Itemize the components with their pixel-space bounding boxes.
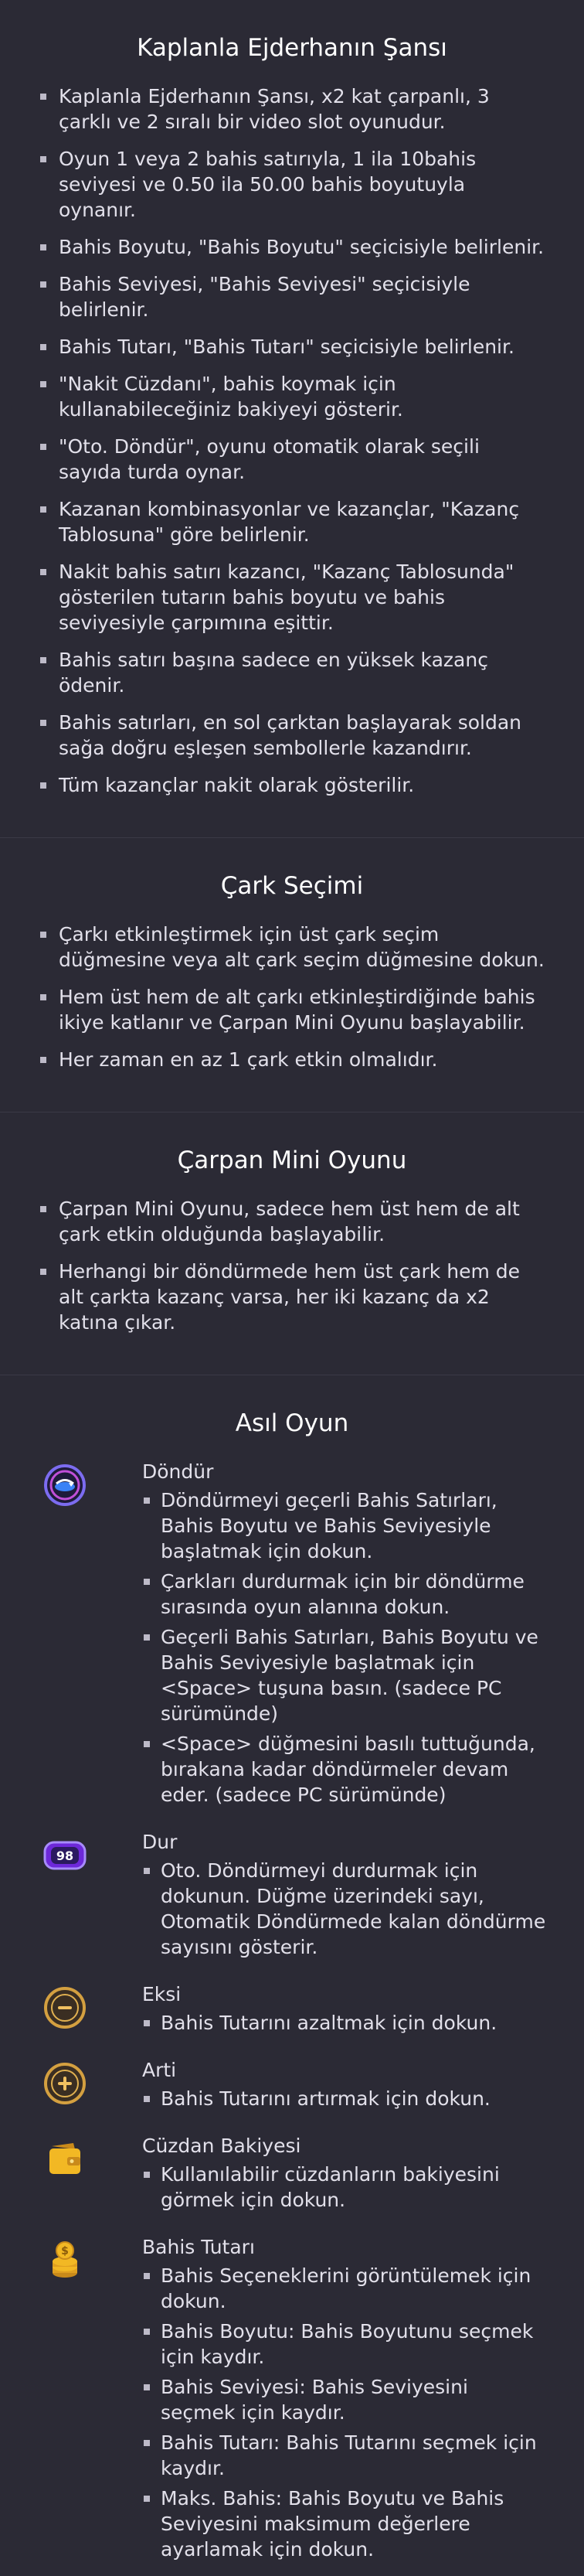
intro-title: Kaplanla Ejderhanın Şansı: [137, 34, 447, 62]
list-item: Bahis Boyutu: Bahis Boyutunu seçmek için kaydır.: [142, 2319, 547, 2370]
wallet-item: [37, 2133, 547, 2227]
list-item: <Space> düğmesini basılı tuttuğunda, bırakana kadar döndürmeler devam eder. (sadece PC sürümünde): [142, 1731, 547, 1808]
item-title: Cüzdan Bakiyesi: [142, 2135, 301, 2157]
list-item: Bahis satırı başına sadece en yüksek kazanç ödenir.: [37, 647, 547, 698]
main-game-section: [0, 1375, 584, 2576]
list-item: Döndürmeyi geçerli Bahis Satırları, Bahis Boyutu ve Bahis Seviyesiyle başlatmak için dokun.: [142, 1487, 547, 1564]
list-item: Bahis Tutarı: Bahis Tutarını seçmek için kaydır.: [142, 2430, 547, 2481]
main-game-title: Asıl Oyun: [235, 1409, 349, 1437]
wallet-icon: [42, 2136, 88, 2182]
list-item: Maks. Bahis: Bahis Boyutu ve Bahis Seviyesini maksimum değerlere ayarlamak için dokun.: [142, 2486, 547, 2562]
list-item: Bahis Seviyesi: Bahis Seviyesini seçmek için kaydır.: [142, 2374, 547, 2425]
list-item: Kaplanla Ejderhanın Şansı, x2 kat çarpanlı, 3 çarklı ve 2 sıralı bir video slot oyunudur.: [37, 83, 547, 135]
reel-selection-title: Çark Seçimi: [220, 872, 364, 900]
list-item: Oyun 1 veya 2 bahis satırıyla, 1 ila 10bahis seviyesi ve 0.50 ila 50.00 bahis boyutuyla oynanır.: [37, 146, 547, 223]
list-item: Bahis Boyutu, "Bahis Boyutu" seçicisiyle belirlenir.: [37, 234, 547, 260]
autoplay-stop-icon: [42, 1832, 88, 1879]
list-item: Oto. Döndürmeyi durdurmak için dokunun. Düğme üzerindeki sayı, Otomatik Döndürmede kalan döndürme sayısını gösterir.: [142, 1858, 547, 1960]
plus-item: [37, 2057, 547, 2125]
list-item: Çarpan Mini Oyunu, sadece hem üst hem de alt çark etkin olduğunda başlayabilir.: [37, 1196, 547, 1247]
list-item: "Nakit Cüzdanı", bahis koymak için kullanabileceğiniz bakiyeyi gösterir.: [37, 371, 547, 422]
item-title: Eksi: [142, 1983, 182, 2005]
item-title: Bahis Tutarı: [142, 2236, 255, 2258]
list-item: Bahis Tutarını artırmak için dokun.: [142, 2086, 547, 2111]
autoplay-count: 98: [56, 1849, 74, 1863]
mini-game-list: [37, 1196, 547, 1375]
intro-list: [37, 83, 547, 837]
mini-game-section: [0, 1112, 584, 1375]
minus-icon: [42, 1985, 88, 2031]
item-title: Dur: [142, 1831, 178, 1853]
spin-item: [37, 1459, 547, 1821]
coins-icon: [42, 2237, 88, 2284]
list-item: Hem üst hem de alt çarkı etkinleştirdiğinde bahis ikiye katlanır ve Çarpan Mini Oyunu başlayabilir.: [37, 984, 547, 1035]
list-item: Kullanılabilir cüzdanların bakiyesini görmek için dokun.: [142, 2162, 547, 2213]
list-item: "Oto. Döndür", oyunu otomatik olarak seçili sayıda turda oynar.: [37, 434, 547, 485]
list-item: Bahis Seçeneklerini görüntülemek için dokun.: [142, 2263, 547, 2314]
spin-button-icon: [42, 1462, 88, 1508]
stop-item: [37, 1829, 547, 1974]
bet-amount-item: [37, 2234, 547, 2576]
minus-item: [37, 1981, 547, 2050]
list-item: Herhangi bir döndürmede hem üst çark hem de alt çarkta kazanç varsa, her iki kazanç da x2 katına çıkar.: [37, 1259, 547, 1335]
list-item: Her zaman en az 1 çark etkin olmalıdır.: [37, 1047, 547, 1072]
svg-text:$: $: [61, 2245, 69, 2257]
item-title: Döndür: [142, 1460, 214, 1483]
list-item: Nakit bahis satırı kazancı, "Kazanç Tablosunda" gösterilen tutarın bahis boyutu ve bahis seviyesiyle çarpımına eşittir.: [37, 559, 547, 635]
list-item: Geçerli Bahis Satırları, Bahis Boyutu ve Bahis Seviyesiyle başlatmak için <Space> tuşuna basın. (sadece PC sürümünde): [142, 1624, 547, 1726]
list-item: Bahis Tutarı, "Bahis Tutarı" seçicisiyle belirlenir.: [37, 334, 547, 359]
plus-icon: [42, 2060, 88, 2107]
item-title: Arti: [142, 2059, 177, 2081]
mini-game-title: Çarpan Mini Oyunu: [177, 1147, 407, 1174]
list-item: Tüm kazançlar nakit olarak gösterilir.: [37, 772, 547, 798]
list-item: Kazanan kombinasyonlar ve kazançlar, "Kazanç Tablosuna" göre belirlenir.: [37, 496, 547, 547]
list-item: Çarkları durdurmak için bir döndürme sırasında oyun alanına dokun.: [142, 1569, 547, 1620]
list-item: Bahis satırları, en sol çarktan başlayarak soldan sağa doğru eşleşen sembollerle kazandırır.: [37, 710, 547, 761]
intro-section: [0, 0, 584, 837]
list-item: Bahis Seviyesi, "Bahis Seviyesi" seçicisiyle belirlenir.: [37, 271, 547, 322]
reel-selection-section: [0, 837, 584, 1112]
reel-selection-list: [37, 922, 547, 1112]
list-item: Bahis Tutarını azaltmak için dokun.: [142, 2010, 547, 2036]
list-item: Çarkı etkinleştirmek için üst çark seçim düğmesine veya alt çark seçim düğmesine dokun.: [37, 922, 547, 973]
